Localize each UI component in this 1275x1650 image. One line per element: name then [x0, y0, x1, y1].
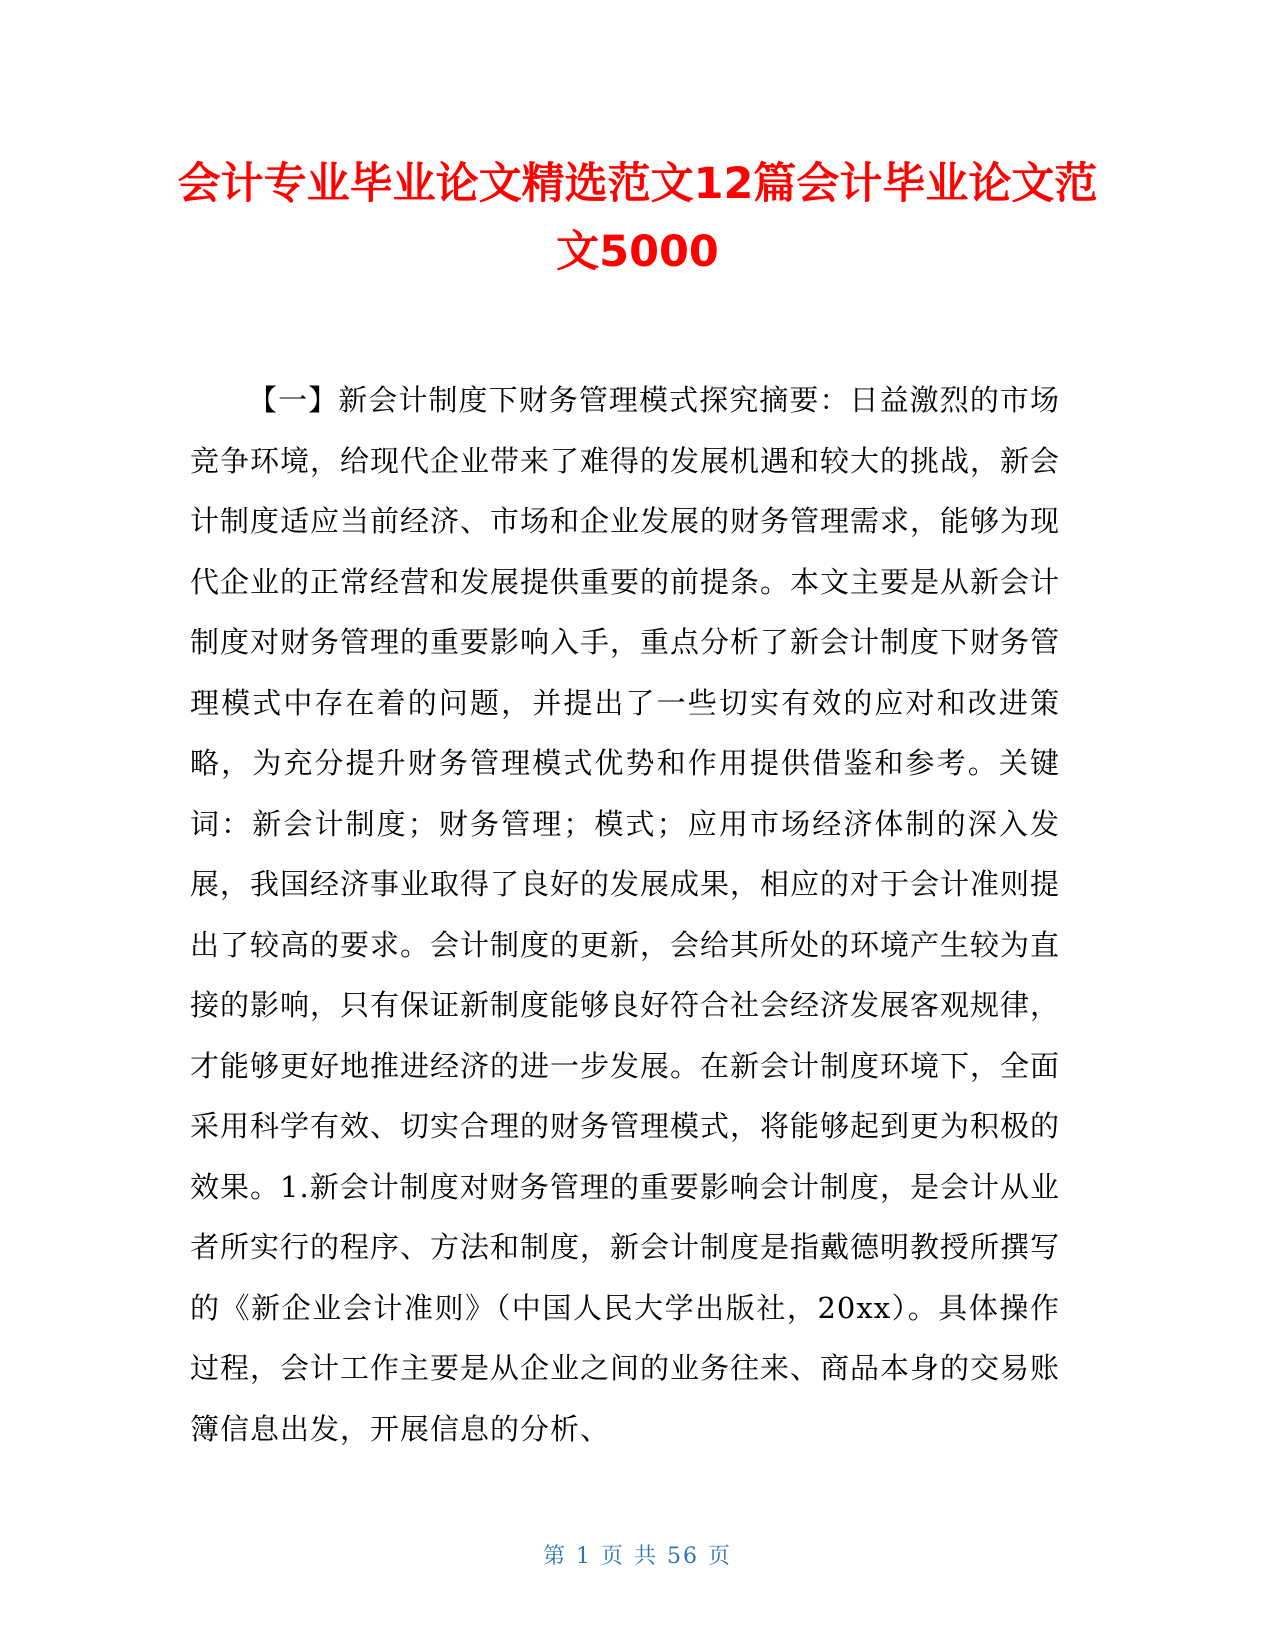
current-page-number: 1: [576, 1544, 592, 1569]
document-title: 会计专业毕业论文精选范文12篇会计毕业论文范文5000: [177, 159, 1098, 277]
page-footer: [0, 1542, 1275, 1572]
total-pages-number: 56: [667, 1544, 699, 1569]
footer-prefix: 第: [542, 1544, 567, 1569]
footer-suffix: 页: [708, 1544, 733, 1569]
body-paragraph: 【一】新会计制度下财务管理模式探究摘要：日益激烈的市场竞争环境，给现代企业带来了难得的发展机遇和较大的挑战，新会计制度适应当前经济、市场和企业发展的财务管理需求，能够为现代企业的正常经营和发展提供重要的前提条。本文主要是从新会计制度对财务管理的重要影响入手，重点分析了新会计制度下财务管理模式中存在着的问题，并提出了一些切实有效的应对和改进策略，为充分提升财务管理模式优势和作用提供借鉴和参考。关键词：新会计制度；财务管理；模式；应用市场经济体制的深入发展，我国经济事业取得了良好的发展成果，相应的对于会计准则提出了较高的要求。会计制度的更新，会给其所处的环境产生较为直接的影响，只有保证新制度能够良好符合社会经济发展客观规律，才能够更好地推进经济的进一步发展。在新会计制度环境下，全面采用科学有效、切实合理的财务管理模式，将能够起到更为积极的效果。1.新会计制度对财务管理的重要影响会计制度，是会计从业者所实行的程序、方法和制度，新会计制度是指戴德明教授所撰写的《新企业会计准则》（中国人民大学出版社，20xx）。具体操作过程，会计工作主要是从企业之间的业务往来、商品本身的交易账簿信息出发，开展信息的分析、: [190, 383, 1061, 1446]
footer-middle: 页 共: [601, 1544, 658, 1569]
